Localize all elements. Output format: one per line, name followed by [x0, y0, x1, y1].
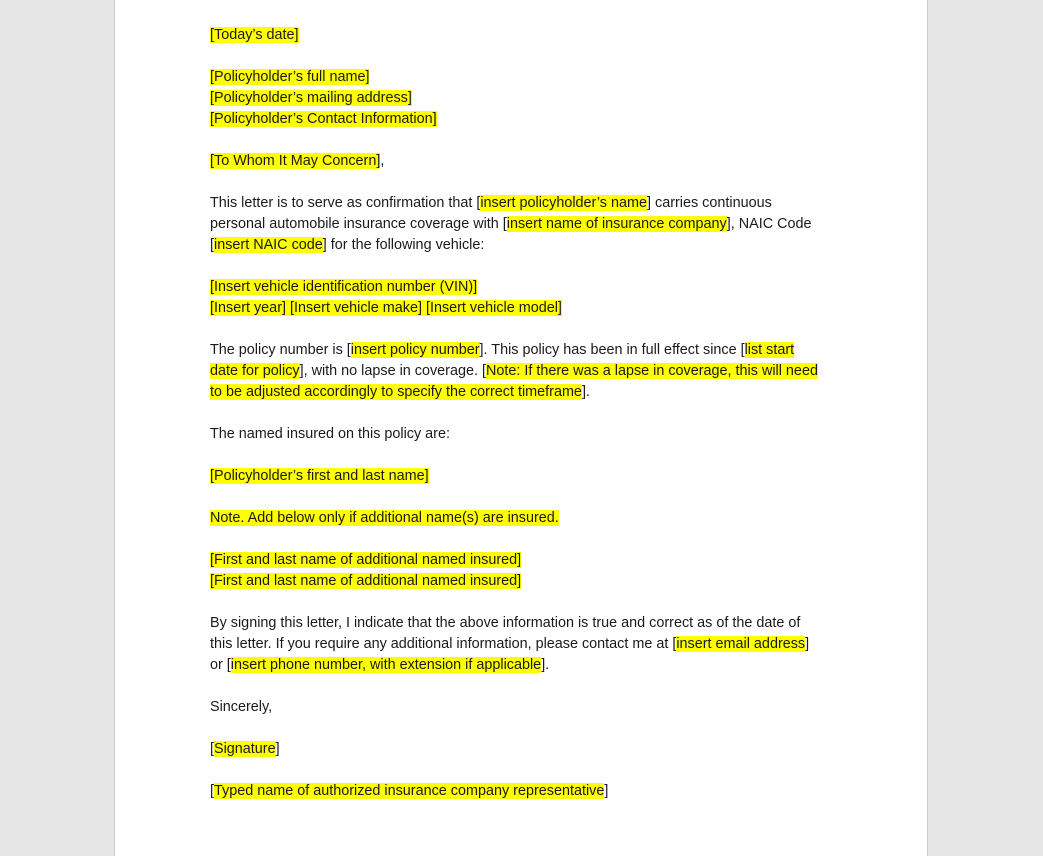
policyholder-name-placeholder: insert policyholder’s name	[480, 195, 647, 211]
text-run: This letter is to serve as confirmation that [	[210, 195, 481, 211]
signature-line	[210, 739, 850, 760]
text-run: [	[210, 741, 214, 757]
date-placeholder: [Today’s date]	[210, 27, 299, 43]
additional-insured-placeholder: [First and last name of additional named insured]	[210, 552, 522, 568]
para1-line2	[210, 214, 850, 235]
representative-name-placeholder: Typed name of authorized insurance company representative	[214, 783, 605, 799]
sincerely-line	[210, 697, 850, 718]
text-run: The policy number is [	[210, 342, 351, 358]
insured-intro-line	[210, 424, 850, 445]
text-run: ], with no lapse in coverage. [	[299, 363, 486, 379]
blank-line	[210, 487, 850, 508]
text-run: ] carries continuous	[647, 195, 772, 211]
date-line	[210, 25, 850, 46]
blank-line	[210, 172, 850, 193]
email-placeholder: insert email address	[676, 636, 806, 652]
blank-line	[210, 130, 850, 151]
blank-line	[210, 319, 850, 340]
text-run: ] for the following vehicle:	[322, 237, 485, 253]
para1-line3	[210, 235, 850, 256]
text-run: ]	[805, 636, 810, 652]
phone-placeholder: insert phone number, with extension if applicable	[230, 657, 542, 673]
text-run: ], NAIC Code	[726, 216, 812, 232]
text-run: ]	[604, 783, 609, 799]
signature-placeholder: Signature	[214, 741, 276, 757]
letter-body[interactable]	[210, 25, 850, 802]
blank-line	[210, 676, 850, 697]
blank-line	[210, 718, 850, 739]
primary-insured-line	[210, 466, 850, 487]
salutation-line	[210, 151, 850, 172]
blank-line	[210, 760, 850, 781]
policy-number-placeholder: insert policy number	[350, 342, 480, 358]
primary-insured-placeholder: [Policyholder’s first and last name]	[210, 468, 429, 484]
text-run: ].	[581, 384, 590, 400]
name-line	[210, 67, 850, 88]
para3-line1	[210, 613, 850, 634]
text-run: ]	[275, 741, 280, 757]
blank-line	[210, 445, 850, 466]
text-run: Sincerely,	[210, 699, 273, 715]
contact-placeholder: [Policyholder’s Contact Information]	[210, 111, 437, 127]
representative-line	[210, 781, 850, 802]
vin-placeholder: [Insert vehicle identification number (VIN)]	[210, 279, 478, 295]
additional-note-line	[210, 508, 850, 529]
blank-line	[210, 46, 850, 67]
additional-insured-line-1	[210, 550, 850, 571]
text-run: ].	[541, 657, 550, 673]
text-run: this letter. If you require any additional information, please contact me at [	[210, 636, 677, 652]
vehicle-details-line	[210, 298, 850, 319]
blank-line	[210, 529, 850, 550]
para2-line1	[210, 340, 850, 361]
additional-insured-note: Note. Add below only if additional name(s) are insured.	[210, 510, 559, 526]
vin-line	[210, 277, 850, 298]
lapse-note-placeholder: Note: If there was a lapse in coverage, this will need	[485, 363, 818, 379]
text-run: The named insured on this policy are:	[210, 426, 450, 442]
salutation-placeholder: [To Whom It May Concern]	[210, 153, 381, 169]
para3-line2	[210, 634, 850, 655]
vehicle-details-placeholder: [Insert year] [Insert vehicle make] [Insert vehicle model]	[210, 300, 562, 316]
blank-line	[210, 592, 850, 613]
lapse-note-placeholder: to be adjusted accordingly to specify the correct timeframe	[210, 384, 582, 400]
naic-code-placeholder: insert NAIC code	[214, 237, 323, 253]
document-page	[114, 0, 928, 856]
additional-insured-line-2	[210, 571, 850, 592]
address-line	[210, 88, 850, 109]
blank-line	[210, 256, 850, 277]
text-run: ]. This policy has been in full effect since [	[479, 342, 745, 358]
start-date-placeholder: list start	[744, 342, 795, 358]
contact-line	[210, 109, 850, 130]
text-run: or [	[210, 657, 231, 673]
text-run: [	[210, 783, 214, 799]
text-run: personal automobile insurance coverage with [	[210, 216, 507, 232]
address-placeholder: [Policyholder’s mailing address]	[210, 90, 412, 106]
para2-line2	[210, 361, 850, 382]
para3-line3	[210, 655, 850, 676]
text-run: [	[210, 237, 214, 253]
para1-line1	[210, 193, 850, 214]
salutation-comma: ,	[380, 153, 385, 169]
blank-line	[210, 403, 850, 424]
para2-line3	[210, 382, 850, 403]
text-run: By signing this letter, I indicate that the above information is true and correct as of the date of	[210, 615, 801, 631]
start-date-placeholder: date for policy	[210, 363, 300, 379]
name-placeholder: [Policyholder’s full name]	[210, 69, 370, 85]
additional-insured-placeholder: [First and last name of additional named insured]	[210, 573, 522, 589]
insurance-company-placeholder: insert name of insurance company	[506, 216, 727, 232]
